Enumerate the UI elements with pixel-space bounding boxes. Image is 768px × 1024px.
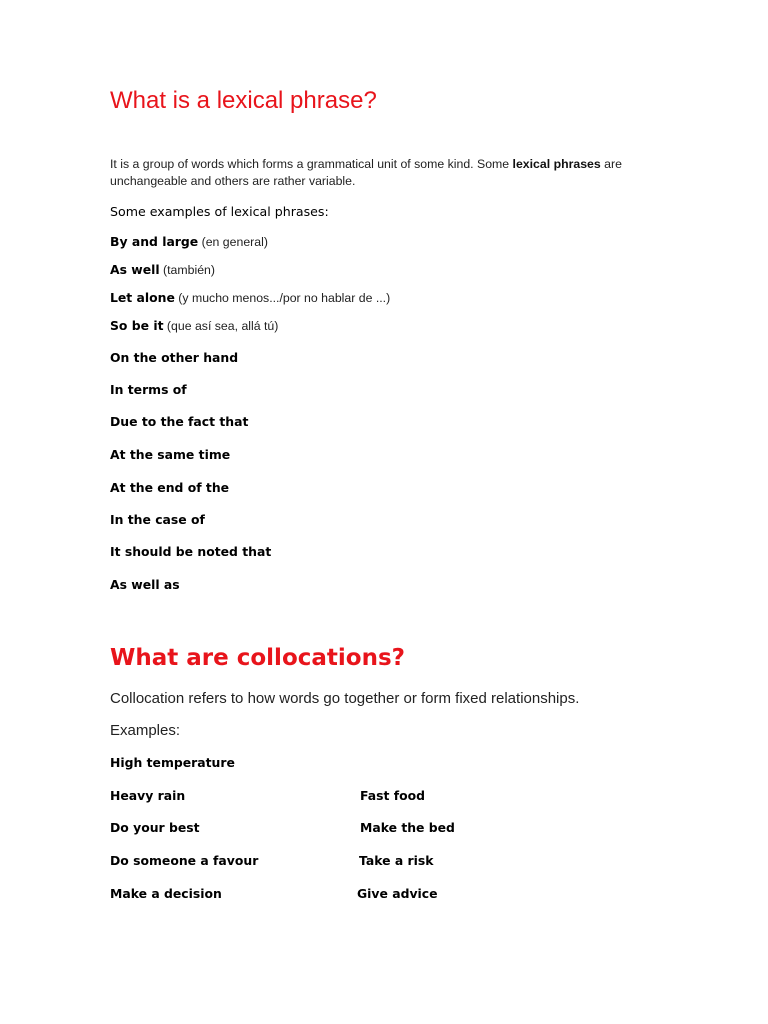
- phrase-item: [110, 349, 238, 367]
- collocation-text: Heavy rain: [110, 788, 186, 803]
- collocation-item: [359, 852, 434, 870]
- collocation-item: [110, 885, 222, 903]
- collocations-heading: What are collocations?: [110, 645, 405, 671]
- phrase-item: [110, 576, 180, 594]
- phrase-text: Let alone: [110, 290, 175, 305]
- collocation-item: [110, 787, 185, 805]
- definition-text-end: are unchangeable and others are rather variable.: [110, 157, 622, 188]
- phrase-text: In the case of: [110, 512, 205, 527]
- phrase-item: [110, 289, 390, 307]
- collocation-text: Make a decision: [110, 886, 222, 901]
- phrase-text: On the other hand: [110, 350, 239, 365]
- examples-subheading: Some examples of lexical phrases:: [110, 204, 329, 219]
- phrase-text: In terms of: [110, 382, 187, 397]
- definition-text-start: It is a group of words which forms a grammatical unit of some kind. Some: [110, 157, 513, 171]
- phrase-text: As well: [110, 262, 160, 277]
- phrase-item: [110, 317, 278, 335]
- phrase-item: [110, 413, 248, 431]
- phrase-item: [110, 261, 215, 279]
- collocation-text: Make the bed: [360, 820, 455, 835]
- examples-label: Examples:: [110, 722, 181, 739]
- collocation-text: High temperature: [110, 755, 235, 770]
- collocation-item: [357, 885, 438, 903]
- collocation-definition: Collocation refers to how words go together or form fixed relationships.: [110, 690, 580, 707]
- collocation-text: Take a risk: [359, 853, 434, 868]
- phrase-text: At the same time: [110, 447, 231, 462]
- phrase-translation: (y mucho menos.../por no hablar de ...): [174, 291, 391, 305]
- phrase-item: [110, 233, 268, 251]
- collocation-text: Give advice: [357, 886, 438, 901]
- phrase-translation: (también): [159, 263, 215, 277]
- phrase-text: By and large: [110, 234, 199, 249]
- lexical-phrase-heading: What is a lexical phrase?: [110, 87, 377, 114]
- phrase-text: As well as: [110, 577, 180, 592]
- phrase-text: It should be noted that: [110, 544, 272, 559]
- phrase-item: [110, 543, 271, 561]
- phrase-translation: (que así sea, allá tú): [163, 319, 279, 333]
- collocation-item: [360, 787, 425, 805]
- phrase-item: [110, 479, 229, 497]
- collocation-text: Do someone a favour: [110, 853, 259, 868]
- definition-bold-term: lexical phrases: [512, 157, 601, 171]
- phrase-item: [110, 511, 205, 529]
- lexical-phrase-definition: [110, 156, 670, 190]
- collocation-item: [110, 754, 235, 772]
- collocation-text: Fast food: [360, 788, 425, 803]
- collocation-item: [110, 819, 200, 837]
- phrase-item: [110, 446, 230, 464]
- phrase-text: Due to the fact that: [110, 414, 249, 429]
- collocation-item: [110, 852, 258, 870]
- phrase-translation: (en general): [198, 235, 268, 249]
- phrase-text: At the end of the: [110, 480, 230, 495]
- collocation-text: Do your best: [110, 820, 200, 835]
- phrase-item: [110, 381, 187, 399]
- collocation-item: [360, 819, 455, 837]
- phrase-text: So be it: [110, 318, 164, 333]
